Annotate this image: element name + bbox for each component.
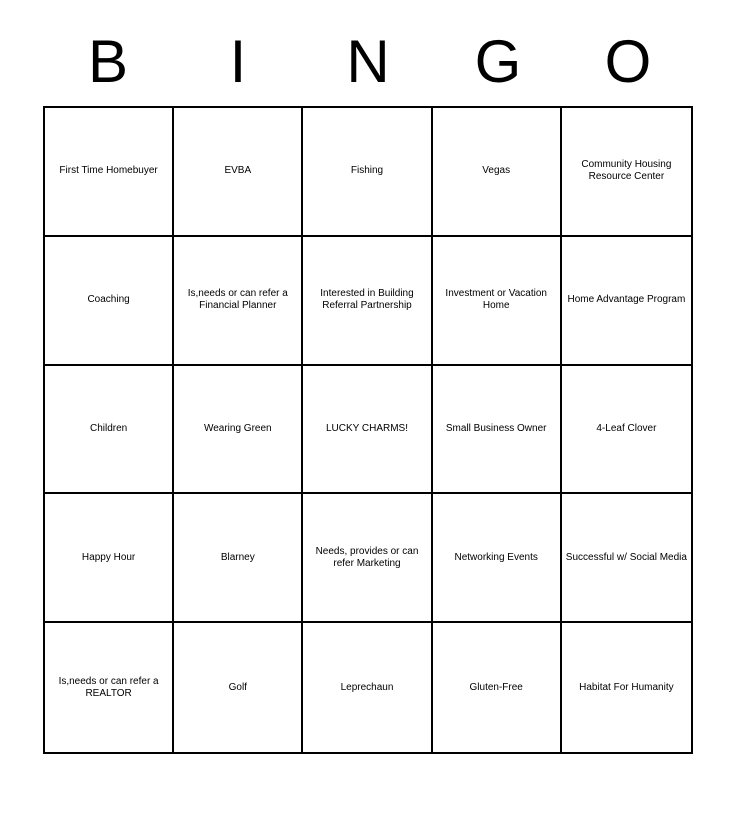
bingo-title-letter-i: I — [229, 28, 247, 95]
bingo-cell-r4c2[interactable] — [174, 494, 303, 623]
bingo-cell-r1c3[interactable] — [303, 108, 432, 237]
bingo-cell-r3c1[interactable] — [45, 366, 174, 495]
bingo-cell-label: Golf — [228, 681, 247, 693]
bingo-cell-r3c2[interactable] — [174, 366, 303, 495]
bingo-cell-r2c4[interactable] — [433, 237, 562, 366]
bingo-cell-r1c5[interactable] — [562, 108, 691, 237]
bingo-cell-label: First Time Homebuyer — [59, 165, 158, 177]
bingo-cell-r4c5[interactable] — [562, 494, 691, 623]
bingo-cell-r5c2[interactable] — [174, 623, 303, 752]
bingo-cell-label: Coaching — [87, 294, 130, 306]
bingo-cell-label: Happy Hour — [81, 551, 136, 563]
bingo-title-letter-b: B — [87, 28, 129, 95]
bingo-cell-label: Fishing — [350, 165, 384, 177]
bingo-cell-label: Leprechaun — [340, 681, 394, 693]
bingo-cell-r3c5[interactable] — [562, 366, 691, 495]
bingo-cell-label: Interested in Building Referral Partnership — [320, 288, 414, 312]
bingo-cell-r1c1[interactable] — [45, 108, 174, 237]
bingo-cell-label: Networking Events — [454, 551, 538, 563]
bingo-cell-label: Successful w/ Social Media — [565, 551, 687, 563]
bingo-title-letter-o: O — [604, 28, 652, 95]
bingo-title-letter-g: G — [474, 28, 522, 95]
bingo-cell-r3c4[interactable] — [433, 366, 562, 495]
bingo-cell-r4c3[interactable] — [303, 494, 432, 623]
bingo-cell-r5c5[interactable] — [562, 623, 691, 752]
bingo-cell-label: Home Advantage Program — [567, 294, 686, 306]
bingo-title — [43, 28, 693, 95]
bingo-cell-r5c1[interactable] — [45, 623, 174, 752]
bingo-cell-r4c4[interactable] — [433, 494, 562, 623]
bingo-cell-r4c1[interactable] — [45, 494, 174, 623]
bingo-grid — [43, 106, 693, 754]
bingo-cell-label: Investment or Vacation Home — [445, 288, 547, 312]
bingo-cell-label: Wearing Green — [203, 422, 272, 434]
bingo-cell-label: Blarney — [220, 551, 255, 563]
bingo-cell-label: Children — [89, 422, 128, 434]
bingo-cell-r2c5[interactable] — [562, 237, 691, 366]
bingo-title-letter-n: N — [346, 28, 390, 95]
bingo-card — [43, 28, 693, 754]
bingo-cell-r2c2[interactable] — [174, 237, 303, 366]
bingo-cell-label: Small Business Owner — [445, 422, 547, 434]
bingo-cell-label: Habitat For Humanity — [579, 681, 674, 693]
bingo-cell-r5c3[interactable] — [303, 623, 432, 752]
bingo-cell-label: LUCKY CHARMS! — [325, 422, 409, 434]
bingo-cell-label: Needs, provides or can refer Marketing — [315, 545, 419, 569]
bingo-cell-r3c3[interactable] — [303, 366, 432, 495]
bingo-cell-label: Community Housing Resource Center — [581, 159, 672, 183]
bingo-cell-label: EVBA — [224, 165, 252, 177]
bingo-cell-label: Is,needs or can refer a Financial Planner — [187, 288, 288, 312]
bingo-cell-r2c1[interactable] — [45, 237, 174, 366]
bingo-cell-r5c4[interactable] — [433, 623, 562, 752]
bingo-cell-label: Gluten-Free — [469, 681, 523, 693]
bingo-cell-label: Vegas — [482, 165, 511, 177]
bingo-cell-label: 4-Leaf Clover — [596, 422, 657, 434]
bingo-cell-r2c3[interactable] — [303, 237, 432, 366]
bingo-cell-label: Is,needs or can refer a REALTOR — [58, 675, 159, 699]
bingo-cell-r1c4[interactable] — [433, 108, 562, 237]
bingo-cell-r1c2[interactable] — [174, 108, 303, 237]
